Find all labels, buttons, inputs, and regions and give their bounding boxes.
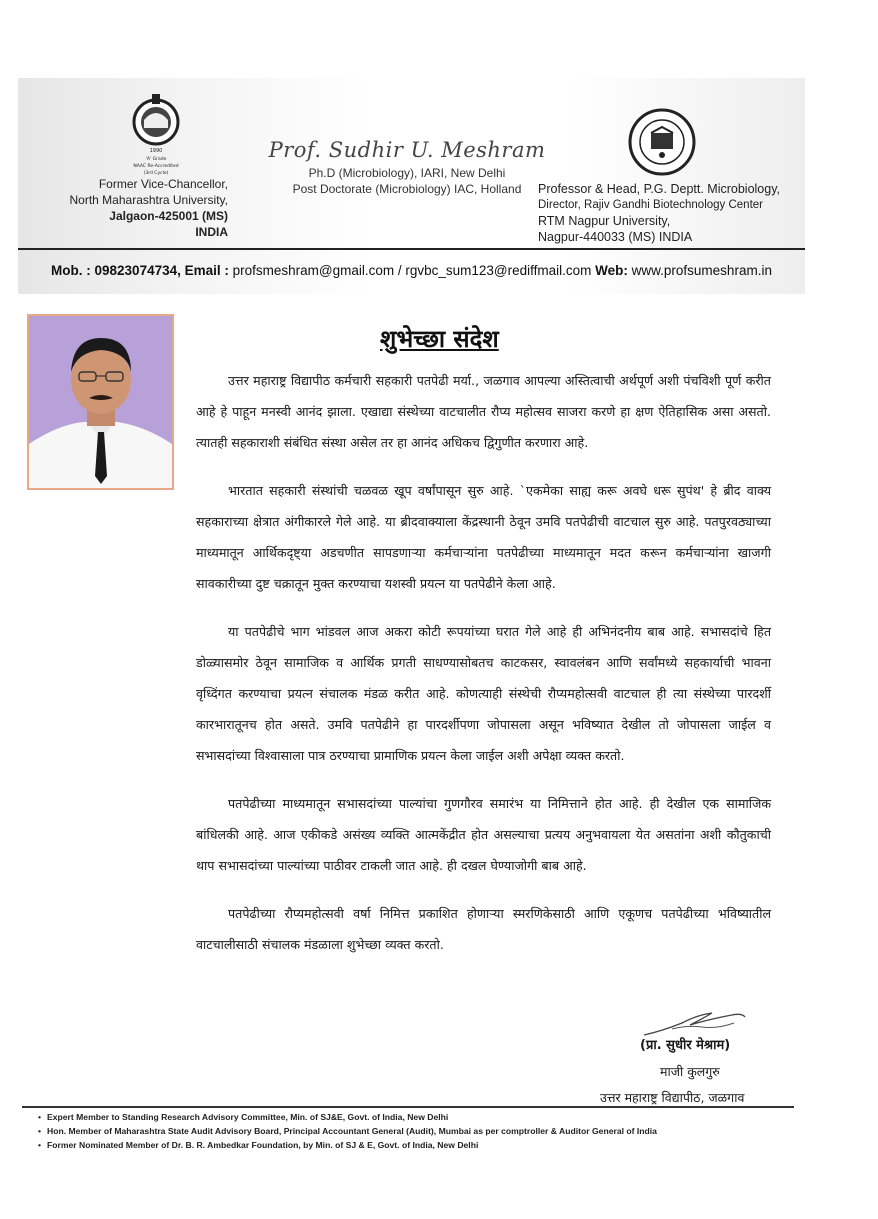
qualification-line1: Ph.D (Microbiology), IARI, New Delhi: [308, 166, 506, 180]
professor-name: Prof. Sudhir U. Meshram: [268, 138, 546, 162]
footer-credentials: [38, 1110, 798, 1152]
former-vc-block: [40, 176, 228, 240]
position-line2: Director, Rajiv Gandhi Biotechnology Center: [538, 199, 764, 211]
qualification-line2: Post Doctorate (Microbiology) IAC, Holland: [292, 182, 522, 196]
footer-item: • Expert Member to Standing Research Advisory Committee, Min. of SJ&E, Govt. of India, New Delhi: [38, 1110, 798, 1124]
footer-item: • Former Nominated Member of Dr. B. R. Ambedkar Foundation, by Min. of SJ & E, Govt. of India, New Delhi: [38, 1138, 798, 1152]
signatory-title: माजी कुलगुरु: [660, 1064, 720, 1079]
svg-text:1990: 1990: [149, 148, 163, 154]
university-seal-left: [125, 90, 187, 176]
contact-line: [18, 263, 805, 278]
paragraph-3: या पतपेढीचे भाग भांडवल आज अकरा कोटी रूपयांच्या घरात गेले आहे ही अभिनंदनीय बाब आहे. सभासदांचे हित डोळ्यासमोर ठेवून सामाजिक व आर्थिक प्रगती साधण्यासोबतच काटकसर, स्वावलंबन आणि सर्वांमध्ये सहकार्याची भावना वृध्दिंगत करण्याचा प्रयत्न संचालक मंडळ करीत आहे. कोणत्याही संस्थेची रौप्यमहोत्सवी वाटचाल ही त्या संस्थेच्या पारदर्शी कारभारातूनच होत असते. उमवि पतपेढीने हा पारदर्शीपणा जोपासला असून भविष्यात देखील तो जोपासला जाईल व सभासदांच्या विश्वासाला पात्र ठरण्याचा प्रामाणिक प्रयत्न केला जाईल अशी अपेक्षा व्यक्त करतो.: [196, 624, 771, 763]
name-block: [262, 138, 552, 197]
paragraph-1: उत्तर महाराष्ट्र विद्यापीठ कर्मचारी सहकारी पतपेढी मर्या., जळगाव आपल्या अस्तित्वाची अर्थपूर्ण अशी पंचविशी पूर्ण करीत आहे हे पाहून मनस्वी आनंद झाला. एखाद्या संस्थेच्या वाटचालीत रौप्य महोत्सव साजरा करणे हा क्षण ऐतिहासिक असा असतो. त्यातही सहकाराशी संबंधित संस्था असेल तर हा आनंद अधिकच द्विगुणीत करणारा आहे.: [196, 373, 771, 450]
footer-divider: [22, 1106, 794, 1108]
current-position-block: [538, 181, 788, 245]
paragraph-5: पतपेढीच्या रौप्यमहोत्सवी वर्षा निमित्त प्रकाशित होणाऱ्या स्मरणिकेसाठी आणि एकूणच पतपेढीच्या भविष्यातील वाटचालीसाठी संचालक मंडळाला शुभेच्छा व्यक्त करतो.: [196, 906, 771, 952]
web-label: Web:: [595, 263, 628, 278]
paragraph-2: भारतात सहकारी संस्थांची चळवळ खूप वर्षांपासून सुरु आहे. `एकमेका साह्य करू अवघे धरू सुपंथ' हे ब्रीद वाक्य सहकाराच्या क्षेत्रात अंगीकारले गेले आहे. या ब्रीदवाक्याला केंद्रस्थानी ठेवून उमवि पतपेढीची वाटचाल सुरु आहे. पतपुरवठ्याच्या माध्यमातून आर्थिकदृष्ट्या अडचणीत सापडणाऱ्या कर्मचाऱ्यांना पतपेढीच्या माध्यमातून मदत करून कर्मचाऱ्यांना खाजगी सावकारीच्या दुष्ट चक्रातून मुक्त करण्याचा यशस्वी प्रयत्न या पतपेढीने केला आहे.: [196, 483, 771, 591]
svg-text:'A' Grade: 'A' Grade: [145, 157, 167, 162]
signatory-name: (प्रा. सुधीर मेश्राम): [640, 1038, 731, 1053]
position-line1: Professor & Head, P.G. Deptt. Microbiology,: [538, 182, 781, 196]
paragraph-4: पतपेढीच्या माध्यमातून सभासदांच्या पाल्यांचा गुणगौरव समारंभ या निमित्ताने होत आहे. ही देखील एक सामाजिक बांधिलकी आहे. आज एकीकडे असंख्य व्यक्ति आत्मकेंद्रीत होत असल्याचा प्रत्यय अनुभवायला येत असतांना अशी कौतुकाची थाप सभासदांच्या पाल्यांच्या पाठीवर टाकली जात आहे. ही दखल घेण्याजोगी बाब आहे.: [196, 796, 771, 873]
message-body: [196, 365, 771, 977]
svg-text:NAAC Re-Accredited: NAAC Re-Accredited: [133, 164, 179, 169]
email-addresses[interactable]: profsmeshram@gmail.com / rgvbc_sum123@rediffmail.com: [228, 263, 596, 278]
website-link[interactable]: www.profsumeshram.in: [627, 263, 772, 278]
footer-item: • Hon. Member of Maharashtra State Audit Advisory Board, Principal Accountant General (Audit), Mumbai as per comptroller & Auditor General of India: [38, 1124, 798, 1138]
position-line3: RTM Nagpur University,: [538, 214, 671, 228]
former-vc-line1: Former Vice-Chancellor,: [98, 177, 228, 191]
svg-text:(3rd Cycle): (3rd Cycle): [143, 171, 169, 176]
former-vc-line3: Jalgaon-425001 (MS): [109, 209, 228, 223]
former-vc-line4: INDIA: [195, 225, 228, 239]
mobile-email-label: Mob. : 09823074734, Email :: [51, 263, 229, 278]
portrait-photo: [27, 314, 174, 490]
university-seal-right: [627, 107, 697, 177]
page-title: शुभेच्छा संदेश: [380, 325, 499, 353]
letterhead-divider: [18, 248, 805, 250]
signatory-university: उत्तर महाराष्ट्र विद्यापीठ, जळगाव: [600, 1090, 745, 1105]
position-line4: Nagpur-440033 (MS) INDIA: [538, 230, 693, 244]
former-vc-line2: North Maharashtra University,: [69, 193, 228, 207]
